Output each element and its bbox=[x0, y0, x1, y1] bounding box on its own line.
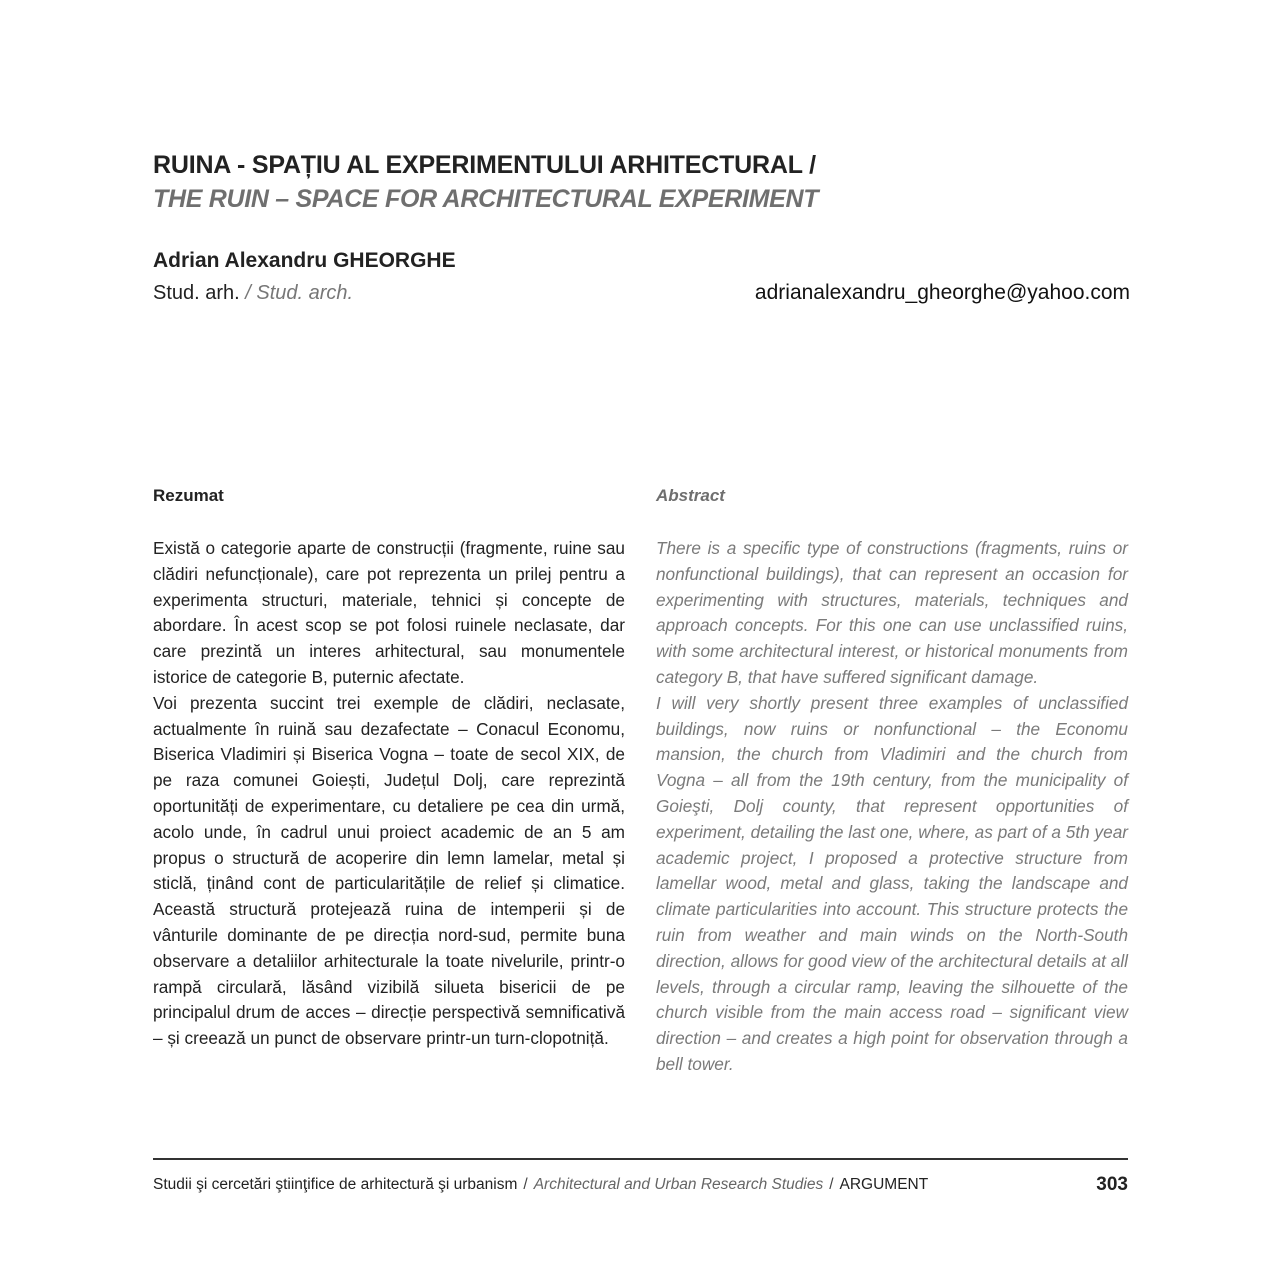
affiliation-ro: Stud. arh. bbox=[153, 282, 240, 304]
affiliation-en: Stud. arch. bbox=[256, 282, 354, 304]
abstract-heading-en: Abstract bbox=[656, 486, 725, 505]
footer-separator: / bbox=[829, 1176, 834, 1193]
title-romanian: RUINA - SPAȚIU AL EXPERIMENTULUI ARHITECTURAL / bbox=[153, 151, 816, 179]
footer-separator: / bbox=[523, 1176, 528, 1193]
abstract-en-paragraph: There is a specific type of constructions (fragments, ruins or nonfunctional buildings), that can represent an occasion for experimenting with structures, materials, techniques and approach concepts. For this one can use unclassified ruins, with some architectural interest, or historical monuments from category B, that have suffered significant damage. bbox=[656, 538, 1128, 687]
abstract-column-en bbox=[656, 536, 1128, 1078]
abstract-heading-ro: Rezumat bbox=[153, 486, 224, 505]
footer-journal-name: ARGUMENT bbox=[839, 1176, 929, 1193]
page-number: 303 bbox=[1096, 1174, 1128, 1195]
abstract-ro-paragraph: Voi prezenta succint trei exemple de clădiri, neclasate, actualmente în ruină sau dezafectate – Conacul Economu, Biserica Vladimiri și Biserica Vogna – toate de secol XIX, de pe raza comunei Goiești, Județul Dolj, care reprezintă oportunități de experimentare, cu detaliere pe cea din urmă, acolo unde, în cadrul unui proiect academic de an 5 am propus o structură de acoperire din lemn lamelar, metal și sticlă, ținând cont de particularitățile de relief și climatice. Această structură protejează ruina de intemperii și de vânturile dominante de pe direcția nord-sud, permite buna observare a detaliilor arhitecturale la toate nivelurile, printr-o rampă circulară, lăsând vizibilă silueta bisericii de pe principalul drum de acces – direcție perspectivă semnificativă – și creează un punct de observare printr-un turn-clopotniță. bbox=[153, 692, 625, 1049]
abstract-ro-paragraph: Există o categorie aparte de construcții (fragmente, ruine sau clădiri nefuncționale), care pot reprezenta un prilej pentru a experimenta structuri, materiale, tehnici și concepte de abordare. În acest scop se pot folosi ruinele neclasate, dar care prezintă un interes arhitectural, sau monumentele istorice de categorie B, puternic afectate. bbox=[153, 538, 625, 687]
author-email: adrianalexandru_gheorghe@yahoo.com bbox=[754, 281, 1130, 304]
footer-divider bbox=[153, 1158, 1128, 1160]
abstract-column-ro bbox=[153, 536, 625, 1052]
abstract-en-paragraph: I will very shortly present three examples of unclassified buildings, now ruins or nonfunctional – the Economu mansion, the church from Vladimiri and the church from Vogna – all from the 19th century, from the municipality of Goieşti, Dolj county, that represent opportunities of experiment, detailing the last one, where, as part of a 5th year academic project, I proposed a protective structure from lamellar wood, metal and glass, taking the landscape and climate particularities into account. This structure protects the ruin from weather and main winds on the North-South direction, allows for good view of the architectural details at all levels, through a circular ramp, leaving the silhouette of the church visible from the main access road – significant view direction – and creates a high point for observation through a bell tower. bbox=[656, 692, 1128, 1074]
footer-journal-en: Architectural and Urban Research Studies bbox=[533, 1176, 824, 1193]
footer-text bbox=[153, 1174, 928, 1196]
author-name: Adrian Alexandru GHEORGHE bbox=[153, 249, 456, 272]
footer-journal-ro: Studii şi cercetări ştiinţifice de arhitectură şi urbanism bbox=[153, 1176, 518, 1193]
author-affiliation bbox=[153, 280, 353, 306]
affiliation-separator: / bbox=[239, 282, 257, 304]
title-english: THE RUIN – SPACE FOR ARCHITECTURAL EXPERIMENT bbox=[153, 185, 819, 213]
